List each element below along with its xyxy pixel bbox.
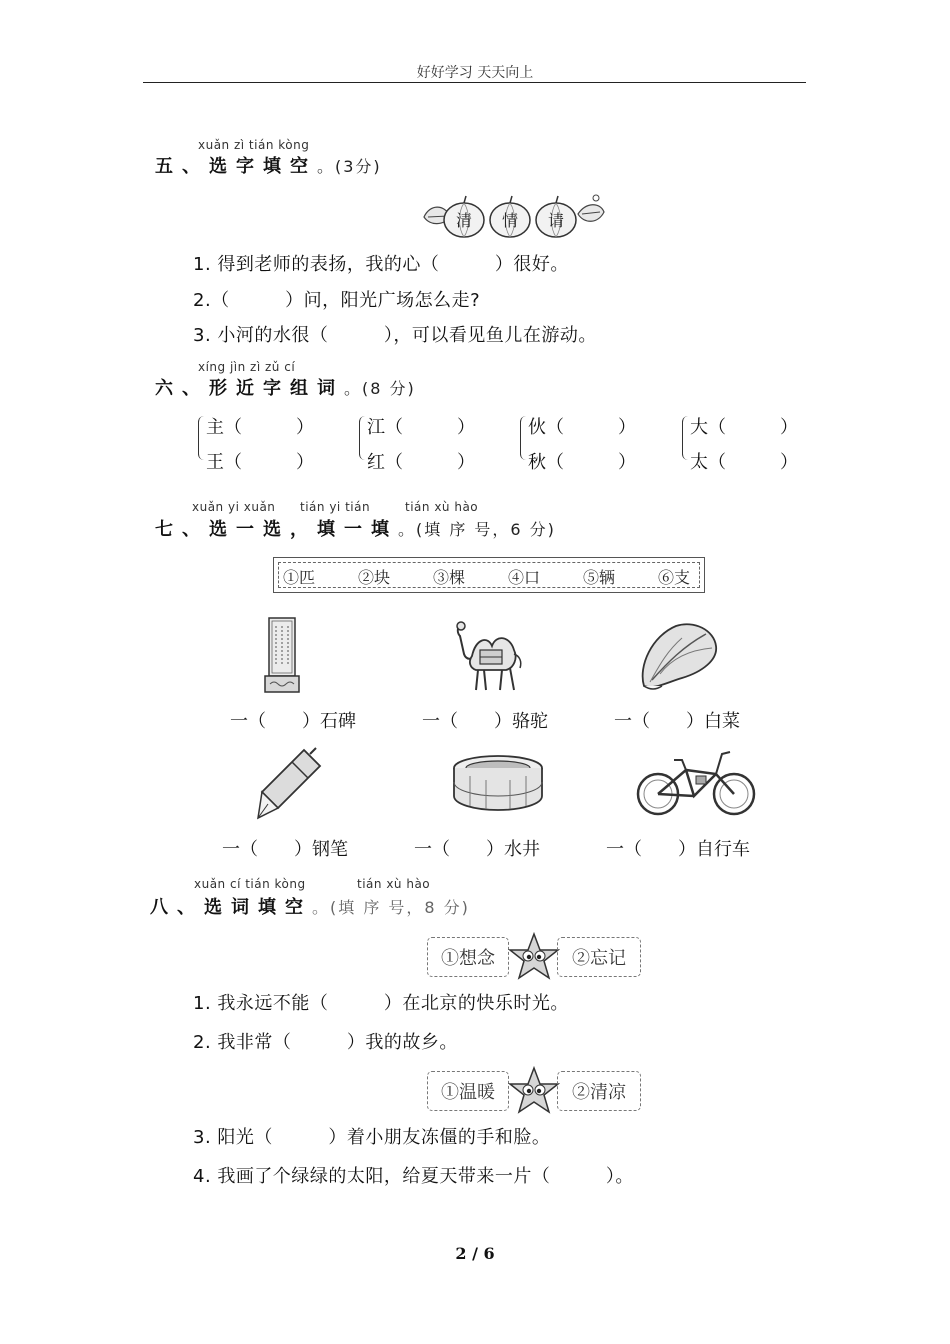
s5-question-3: 3. 小河的水很（ ），可以看见鱼儿在游动。 xyxy=(193,325,597,346)
measure-word-1: ①匹 xyxy=(283,568,316,587)
section8-pinyin-b: tián xù hào xyxy=(357,877,431,891)
s8-question-4: 4. 我画了个绿绿的太阳，给夏天带来一片（ ）。 xyxy=(193,1166,634,1187)
section7-title: 七、选一选，填一填 xyxy=(155,519,398,540)
measure-word-banner xyxy=(273,557,705,593)
s8-question-3: 3. 阳光（ ）着小朋友冻僵的手和脸。 xyxy=(193,1127,551,1148)
s6-group4-bottom: 太（ ） xyxy=(690,452,798,473)
section5-heading xyxy=(155,152,382,178)
measure-word-2: ②块 xyxy=(358,568,391,587)
brace-3 xyxy=(520,416,527,460)
page-number: 2 / 6 xyxy=(455,1244,495,1263)
leaf-right-icon xyxy=(578,195,604,221)
s8-question-1: 1. 我永远不能（ ）在北京的快乐时光。 xyxy=(193,993,569,1014)
s8-question-2: 2. 我非常（ ）我的故乡。 xyxy=(193,1032,458,1053)
s7-item-cabbage: 一（ ）白菜 xyxy=(614,711,740,732)
option-char-3: 请 xyxy=(547,211,565,230)
s6-group2-top: 江（ ） xyxy=(367,417,475,438)
section8-title: 八、选词填空 xyxy=(150,897,312,918)
section8-score: 。(填 序 号，8 分) xyxy=(312,898,470,917)
word-option-cool: ②清凉 xyxy=(557,1071,641,1111)
s7-item-bicycle: 一（ ）自行车 xyxy=(606,839,750,860)
section7-score: 。(填 序 号，6 分) xyxy=(398,520,556,539)
well-icon xyxy=(450,752,546,814)
option-char-2: 情 xyxy=(501,211,519,230)
s6-group3-bottom: 秋（ ） xyxy=(528,452,636,473)
s6-group2-bottom: 红（ ） xyxy=(367,452,475,473)
brace-2 xyxy=(359,416,366,460)
section6-heading xyxy=(155,374,416,400)
cabbage-icon xyxy=(632,616,722,696)
brace-1 xyxy=(198,416,205,460)
brace-4 xyxy=(682,416,689,460)
section7-heading xyxy=(155,515,556,541)
option-char-1: 清 xyxy=(455,211,473,230)
header-rule xyxy=(143,82,806,83)
section5-title: 五、选字填空 xyxy=(155,156,317,177)
s7-item-pen: 一（ ）钢笔 xyxy=(222,839,348,860)
section6-pinyin: xíng jìn zì zǔ cí xyxy=(198,360,296,374)
section6-title: 六、形近字组词 xyxy=(155,378,344,399)
s7-item-well: 一（ ）水井 xyxy=(414,839,540,860)
pumpkin-options-illustration xyxy=(420,192,606,242)
star-face-icon-1 xyxy=(508,932,560,982)
measure-word-6: ⑥支 xyxy=(658,568,691,587)
word-option-forget: ②忘记 xyxy=(557,937,641,977)
section7-pinyin-a: xuǎn yi xuǎn xyxy=(192,500,276,514)
measure-word-4: ④口 xyxy=(508,568,541,587)
s5-question-2: 2.（ ）问，阳光广场怎么走? xyxy=(193,290,481,311)
section6-score: 。(8 分) xyxy=(344,379,416,398)
camel-icon xyxy=(448,614,528,696)
stone-tablet-icon xyxy=(262,616,302,696)
s6-group1-top: 主（ ） xyxy=(206,417,314,438)
s6-group3-top: 伙（ ） xyxy=(528,417,636,438)
s7-item-stone-tablet: 一（ ）石碑 xyxy=(230,711,356,732)
s7-item-camel: 一（ ）骆驼 xyxy=(422,711,548,732)
s6-group1-bottom: 王（ ） xyxy=(206,452,314,473)
section8-heading xyxy=(150,893,470,919)
word-option-miss: ①想念 xyxy=(427,937,509,977)
bicycle-icon xyxy=(634,746,758,820)
section5-pinyin: xuǎn zì tián kòng xyxy=(198,138,310,152)
banner-inner-border xyxy=(278,562,700,588)
s5-question-1: 1. 得到老师的表扬，我的心（ ）很好。 xyxy=(193,254,569,275)
star-face-icon-2 xyxy=(508,1066,560,1116)
section5-score: 。(3分) xyxy=(317,157,382,176)
section7-pinyin-c: tián xù hào xyxy=(405,500,479,514)
measure-word-3: ③棵 xyxy=(433,568,466,587)
s6-group4-top: 大（ ） xyxy=(690,417,798,438)
page-header: 好好学习 天天向上 xyxy=(416,65,534,81)
pen-icon xyxy=(248,744,326,824)
measure-word-5: ⑤辆 xyxy=(583,568,616,587)
word-option-warm: ①温暖 xyxy=(427,1071,509,1111)
section8-pinyin-a: xuǎn cí tián kòng xyxy=(194,877,306,891)
section7-pinyin-b: tián yi tián xyxy=(300,500,371,514)
